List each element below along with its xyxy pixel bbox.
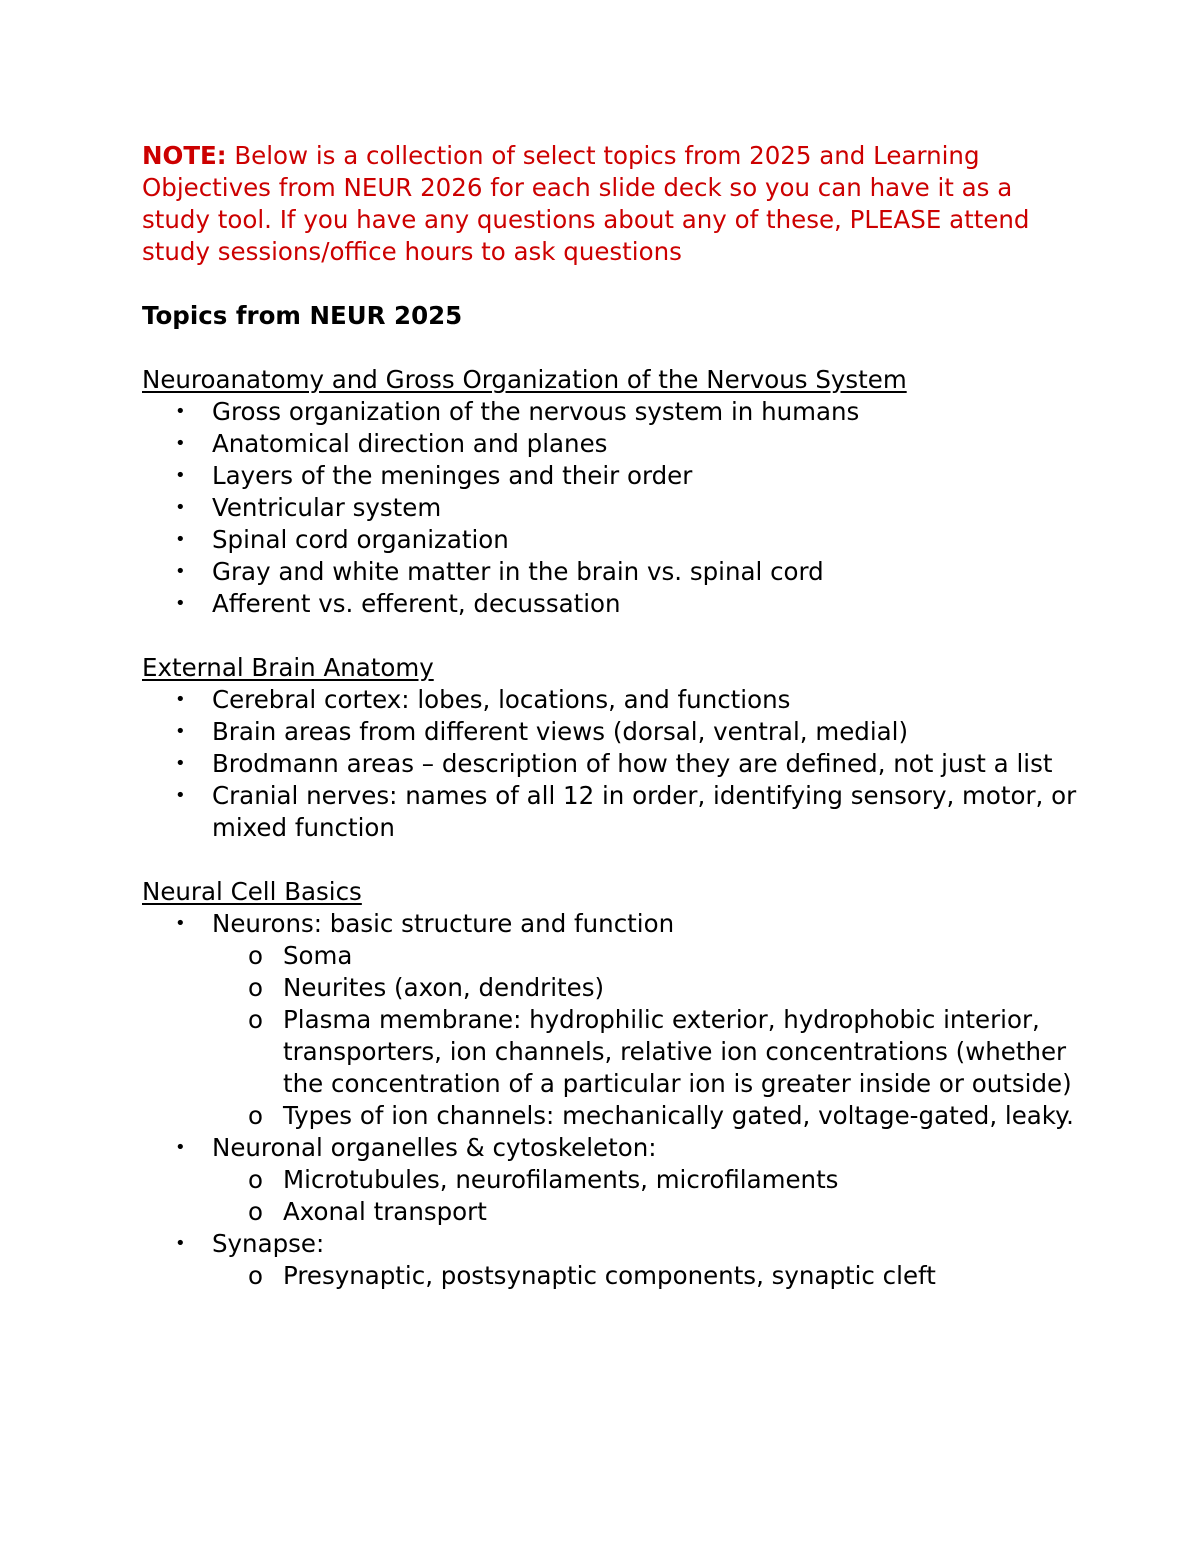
sub-list-item (212, 1196, 1082, 1228)
bullet-icon: • (175, 401, 186, 422)
note-text: Below is a collection of select topics from 2025 and Learning Objectives from NEUR 2026 for each slide deck so you can have it as a study tool. If you have any questions about any of these, PLEASE attend study sessions/office hours to ask questions (142, 141, 1030, 266)
bullet-icon: • (175, 561, 186, 582)
bullet-icon: • (175, 785, 186, 806)
list-item-text: Neuronal organelles & cytoskeleton: (212, 1133, 657, 1162)
bullet-icon: • (175, 753, 186, 774)
circle-bullet-icon: o (248, 1261, 263, 1290)
circle-bullet-icon: o (248, 941, 263, 970)
topic-list (142, 908, 1082, 1292)
sub-list-item (212, 1164, 1082, 1196)
sub-list-item (212, 1260, 1082, 1292)
list-item-text: Layers of the meninges and their order (212, 461, 693, 490)
circle-bullet-icon: o (248, 1165, 263, 1194)
sub-list-item (212, 940, 1082, 972)
list-item (142, 556, 1082, 588)
topics-heading: Topics from NEUR 2025 (142, 301, 463, 330)
list-item (142, 1132, 1082, 1228)
sub-list-item-text: Neurites (axon, dendrites) (283, 973, 605, 1002)
section-neuroanatomy (142, 364, 1082, 620)
list-item-text: Brain areas from different views (dorsal, ventral, medial) (212, 717, 909, 746)
sub-list-item (212, 1100, 1082, 1132)
circle-bullet-icon: o (248, 1197, 263, 1226)
list-item (142, 428, 1082, 460)
sub-list-item (212, 972, 1082, 1004)
bullet-icon: • (175, 689, 186, 710)
sub-list-item (212, 1004, 1082, 1100)
section-title: Neural Cell Basics (142, 877, 362, 906)
list-item-text: Anatomical direction and planes (212, 429, 608, 458)
list-item-text: Gross organization of the nervous system in humans (212, 397, 860, 426)
list-item-text: Synapse: (212, 1229, 325, 1258)
bullet-icon: • (175, 593, 186, 614)
section-neural-cell-basics (142, 876, 1082, 1292)
list-item-text: Gray and white matter in the brain vs. spinal cord (212, 557, 824, 586)
list-item (142, 908, 1082, 1132)
bullet-icon: • (175, 465, 186, 486)
bullet-icon: • (175, 529, 186, 550)
section-title: Neuroanatomy and Gross Organization of the Nervous System (142, 365, 907, 394)
sub-list-item-text: Plasma membrane: hydrophilic exterior, hydrophobic interior, transporters, ion channels, relative ion concentrations (whether the concentration of a particular ion is greater inside or outside) (283, 1005, 1072, 1098)
bullet-icon: • (175, 433, 186, 454)
bullet-icon: • (175, 1137, 186, 1158)
list-item (142, 460, 1082, 492)
document-page (142, 140, 1082, 1292)
list-item (142, 684, 1082, 716)
circle-bullet-icon: o (248, 973, 263, 1002)
sub-topic-list (212, 940, 1082, 1132)
bullet-icon: • (175, 913, 186, 934)
list-item-text: Cranial nerves: names of all 12 in order, identifying sensory, motor, or mixed function (212, 781, 1077, 842)
list-item (142, 524, 1082, 556)
list-item (142, 716, 1082, 748)
list-item-text: Cerebral cortex: lobes, locations, and functions (212, 685, 791, 714)
circle-bullet-icon: o (248, 1101, 263, 1130)
list-item-text: Spinal cord organization (212, 525, 509, 554)
note-paragraph (142, 140, 1082, 268)
list-item (142, 588, 1082, 620)
circle-bullet-icon: o (248, 1005, 263, 1034)
bullet-icon: • (175, 721, 186, 742)
list-item (142, 748, 1082, 780)
list-item (142, 396, 1082, 428)
sub-list-item-text: Presynaptic, postsynaptic components, synaptic cleft (283, 1261, 936, 1290)
section-external-brain-anatomy (142, 652, 1082, 844)
list-item (142, 1228, 1082, 1292)
list-item (142, 780, 1082, 844)
section-title: External Brain Anatomy (142, 653, 434, 682)
sub-list-item-text: Soma (283, 941, 353, 970)
note-label: NOTE: (142, 141, 227, 170)
topic-list (142, 684, 1082, 844)
topic-list (142, 396, 1082, 620)
sub-topic-list (212, 1164, 1082, 1228)
list-item-text: Afferent vs. efferent, decussation (212, 589, 621, 618)
sub-topic-list (212, 1260, 1082, 1292)
list-item (142, 492, 1082, 524)
list-item-text: Brodmann areas – description of how they are defined, not just a list (212, 749, 1053, 778)
bullet-icon: • (175, 1233, 186, 1254)
sub-list-item-text: Types of ion channels: mechanically gated, voltage-gated, leaky. (283, 1101, 1074, 1130)
bullet-icon: • (175, 497, 186, 518)
list-item-text: Ventricular system (212, 493, 442, 522)
sub-list-item-text: Axonal transport (283, 1197, 487, 1226)
sub-list-item-text: Microtubules, neurofilaments, microfilaments (283, 1165, 839, 1194)
list-item-text: Neurons: basic structure and function (212, 909, 675, 938)
